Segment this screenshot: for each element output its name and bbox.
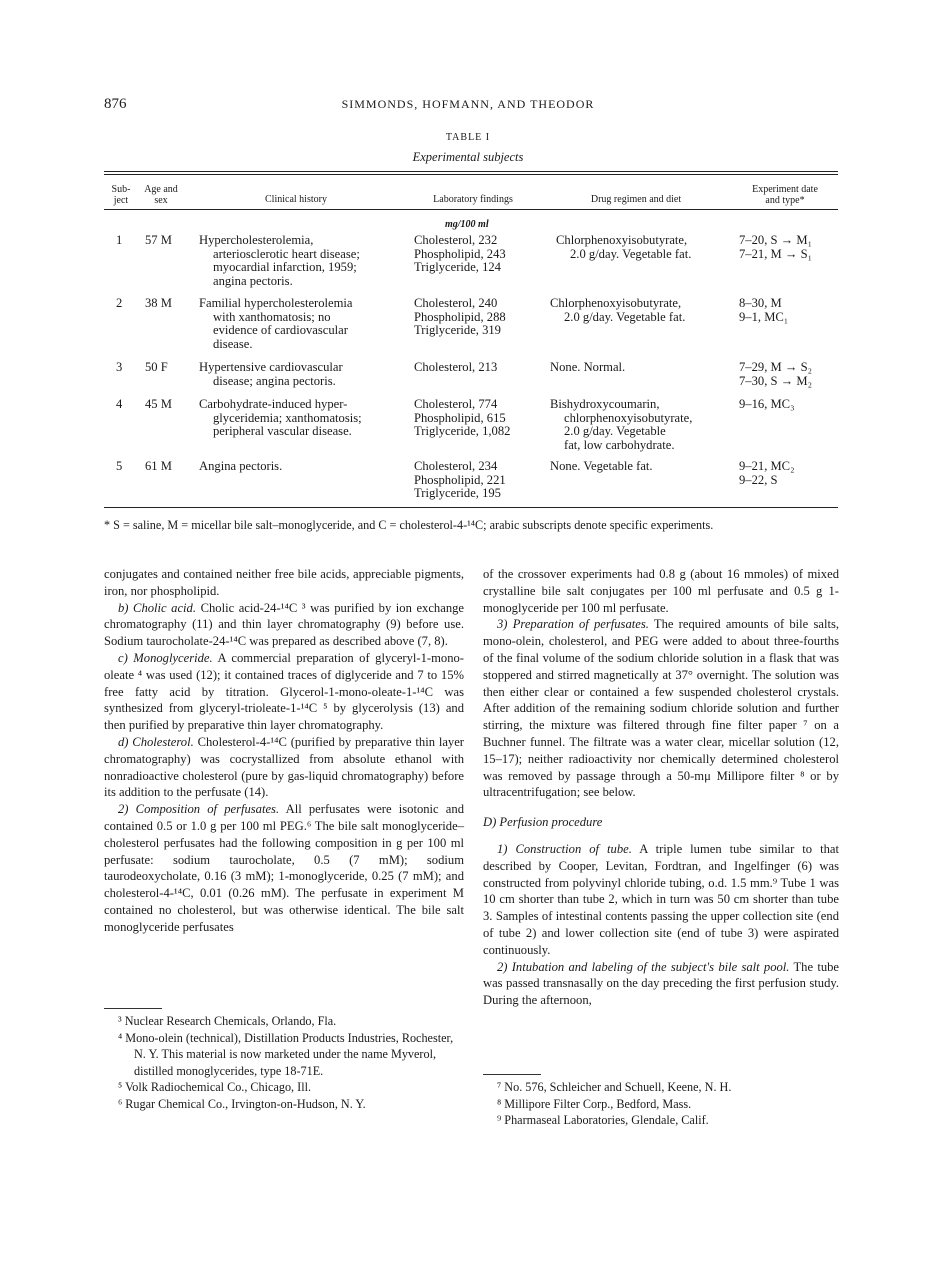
- table-top-rule: [104, 171, 838, 172]
- subject-number: 5: [116, 459, 123, 473]
- clinical-history: Hypertensive cardiovascular disease; angina pectoris.: [199, 360, 343, 388]
- table-footnote: * S = saline, M = micellar bile salt–monoglyceride, and C = cholesterol-4-¹⁴C; arabic subscripts denote specific experiments.: [104, 518, 714, 532]
- subject-number: 4: [116, 397, 123, 411]
- drug-regimen: Chlorphenoxyisobutyrate, 2.0 g/day. Vegetable fat.: [556, 233, 692, 261]
- laboratory-findings: Cholesterol, 234 Phospholipid, 221 Triglyceride, 195: [414, 459, 506, 501]
- age-sex: 38 M: [145, 296, 172, 310]
- footnote: ³ Nuclear Research Chemicals, Orlando, Fla.: [118, 1014, 337, 1028]
- laboratory-unit: mg/100 ml: [445, 219, 489, 230]
- experiment-date: 7–29, M → S₂ 7–30, S → M₂: [739, 360, 812, 388]
- footnote: ⁹ Pharmaseal Laboratories, Glendale, Calif.: [497, 1113, 709, 1128]
- experiment-date: 9–16, MC₃: [739, 397, 795, 411]
- footnote: ⁶ Rugar Chemical Co., Irvington-on-Hudson, N. Y.: [118, 1096, 366, 1111]
- laboratory-findings: Cholesterol, 232 Phospholipid, 243 Triglyceride, 124: [414, 233, 506, 275]
- footnote: ⁵ Volk Radiochemical Co., Chicago, Ill.: [118, 1080, 312, 1095]
- laboratory-findings: Cholesterol, 240 Phospholipid, 288 Triglyceride, 319: [414, 296, 506, 338]
- left-column: [104, 566, 464, 936]
- table-title: Experimental subjects: [412, 150, 524, 164]
- subject-number: 3: [116, 360, 123, 374]
- table-label: TABLE I: [445, 132, 491, 143]
- clinical-history: Angina pectoris.: [199, 459, 283, 473]
- laboratory-findings: Cholesterol, 774 Phospholipid, 615 Triglyceride, 1,082: [414, 397, 511, 439]
- left-footnotes: [104, 1013, 466, 1113]
- paragraph-intubation: 2) Intubation and labeling of the subject's bile salt pool. The tube was passed transnasally on the day preceding the first perfusion study. During the afternoon,: [483, 959, 839, 1008]
- experiment-date: 9–21, MC₂ 9–22, S: [739, 459, 795, 487]
- footnote-rule: [104, 1008, 162, 1009]
- paragraph: conjugates and contained neither free bile acids, appreciable pigments, iron, nor phospholipid.: [104, 567, 464, 598]
- age-sex: 45 M: [145, 397, 172, 411]
- paragraph-cholesterol: d) Cholesterol. Cholesterol-4-¹⁴C (purified by preparative thin layer chromatography) was cocrystallized from absolute ethanol with nonradioactive cholesterol (pure by gas-liquid chromatography) before its addition to the perfusate (14).: [104, 734, 464, 800]
- subject-number: 2: [116, 296, 123, 310]
- paragraph: of the crossover experiments had 0.8 g (about 16 mmoles) of mixed crystalline bile salt conjugates per 100 ml perfusate and 0.5 g 1-monoglyceride per 100 ml perfusate.: [483, 567, 839, 615]
- column-header-subject: Sub- ject: [111, 184, 131, 206]
- paragraph-construction: 1) Construction of tube. A triple lumen tube similar to that described by Cooper, Levitan, Fordtran, and Ingelfinger (6) was constructed from polyvinyl chloride tubing, o.d. 1.5 mm.⁹ Tube 1 was 10 cm shorter than tube 2, which in turn was 50 cm shorter than tube 3. Samples of intestinal contents passing the upper collection site (end of tube 2) and lower collection site (end of tube 3) were aspirated continuously.: [483, 841, 839, 957]
- table-bottom-rule: [104, 507, 838, 508]
- experiment-date: 7–20, S → M₁ 7–21, M → S₁: [739, 233, 812, 261]
- drug-regimen: Bishydroxycoumarin, chlorphenoxyisobutyrate, 2.0 g/day. Vegetable fat, low carbohydrate.: [550, 397, 693, 452]
- footnote: ⁸ Millipore Filter Corp., Bedford, Mass.: [497, 1096, 692, 1111]
- column-header-drug-regimen: Drug regimen and diet: [590, 194, 682, 205]
- right-column: [483, 566, 839, 1009]
- paragraph-cholic-acid: b) Cholic acid. Cholic acid-24-¹⁴C ³ was purified by ion exchange chromatography (11) and thin layer chromatography (9) before use. Sodium taurocholate-24-¹⁴C was prepared as described above (7, 8).: [104, 600, 465, 649]
- age-sex: 61 M: [145, 459, 172, 473]
- section-heading: D) Perfusion procedure: [483, 815, 603, 830]
- column-header-experiment: Experiment date and type*: [752, 184, 818, 206]
- column-header-laboratory-findings: Laboratory findings: [433, 194, 513, 205]
- column-header-age-sex: Age and sex: [144, 184, 178, 206]
- column-header-clinical-history: Clinical history: [265, 194, 327, 205]
- subject-number: 1: [116, 233, 123, 247]
- right-footnotes: [483, 1079, 839, 1129]
- experiment-date: 8–30, M 9–1, MC₁: [739, 296, 789, 324]
- drug-regimen: None. Normal.: [550, 360, 626, 374]
- footnote: ⁴ Mono-olein (technical), Distillation Products Industries, Rochester, N. Y. This material is now marketed under the name Myverol, distilled monoglycerides, type 18-71E.: [118, 1030, 454, 1078]
- drug-regimen: Chlorphenoxyisobutyrate, 2.0 g/day. Vegetable fat.: [550, 296, 686, 324]
- paragraph-composition: 2) Composition of perfusates. All perfusates were isotonic and contained 0.5 or 1.0 g per 100 ml PEG.⁶ The bile salt monoglyceride–cholesterol perfusates had the following composition in g per 100 ml perfusate: sodium taurocholate, 0.5 (7 mM); sodium taurodeoxycholate, 0.16 (3 mM); 1-monoglyceride, 0.25 (7 mM); and cholesterol-4-¹⁴C, 0.01 (0.26 mM). The perfusate in experiment M contained no cholesterol, but was otherwise identical. The bile salt monoglyceride perfusates: [104, 802, 464, 934]
- footnote-rule: [483, 1074, 541, 1075]
- page-number: 876: [104, 96, 127, 112]
- drug-regimen: None. Vegetable fat.: [550, 459, 653, 473]
- paragraph-preparation: 3) Preparation of perfusates. The required amounts of bile salts, mono-olein, cholesterol, and PEG were added to about three-fourths of the final volume of the sodium chloride solution in a flask that was stoppered and stirred magnetically at 37° overnight. The solution was then either clear or contained a few suspended cholesterol crystals. After addition of the remaining sodium chloride solution and further stirring, the mixture was filtered through fine filter paper ⁷ on a Buchner funnel. The filtrate was a water clear, micellar solution (12, 15–17); neither radioactivity nor chemically determined cholesterol was removed by passage through a 50-mμ Millipore filter ⁸ or by ultracentrifugation; see below.: [483, 617, 840, 800]
- footnote: ⁷ No. 576, Schleicher and Schuell, Keene, N. H.: [497, 1080, 732, 1094]
- table-header-rule: [104, 209, 838, 210]
- age-sex: 57 M: [145, 233, 172, 247]
- laboratory-findings: Cholesterol, 213: [414, 360, 498, 374]
- clinical-history: Hypercholesterolemia, arteriosclerotic heart disease; myocardial infarction, 1959; angina pectoris.: [199, 233, 360, 288]
- clinical-history: Familial hypercholesterolemia with xanthomatosis; no evidence of cardiovascular disease.: [199, 296, 353, 351]
- paragraph-monoglyceride: c) Monoglyceride. A commercial preparation of glyceryl-1-mono-oleate ⁴ was used (12); it contained traces of diglyceride and 7 to 15% free fatty acid by titration. Glycerol-1-mono-oleate-1-¹⁴C was synthesized from glyceryl-trioleate-1-¹⁴C ⁵ by glycerolysis (13) and then purified by preparative thin layer chromatography.: [104, 650, 464, 733]
- running-head: SIMMONDS, HOFMANN, AND THEODOR: [341, 97, 595, 111]
- table-top-rule-2: [104, 174, 838, 175]
- clinical-history: Carbohydrate-induced hyper- glyceridemia; xanthomatosis; peripheral vascular disease.: [199, 397, 362, 439]
- age-sex: 50 F: [145, 360, 168, 374]
